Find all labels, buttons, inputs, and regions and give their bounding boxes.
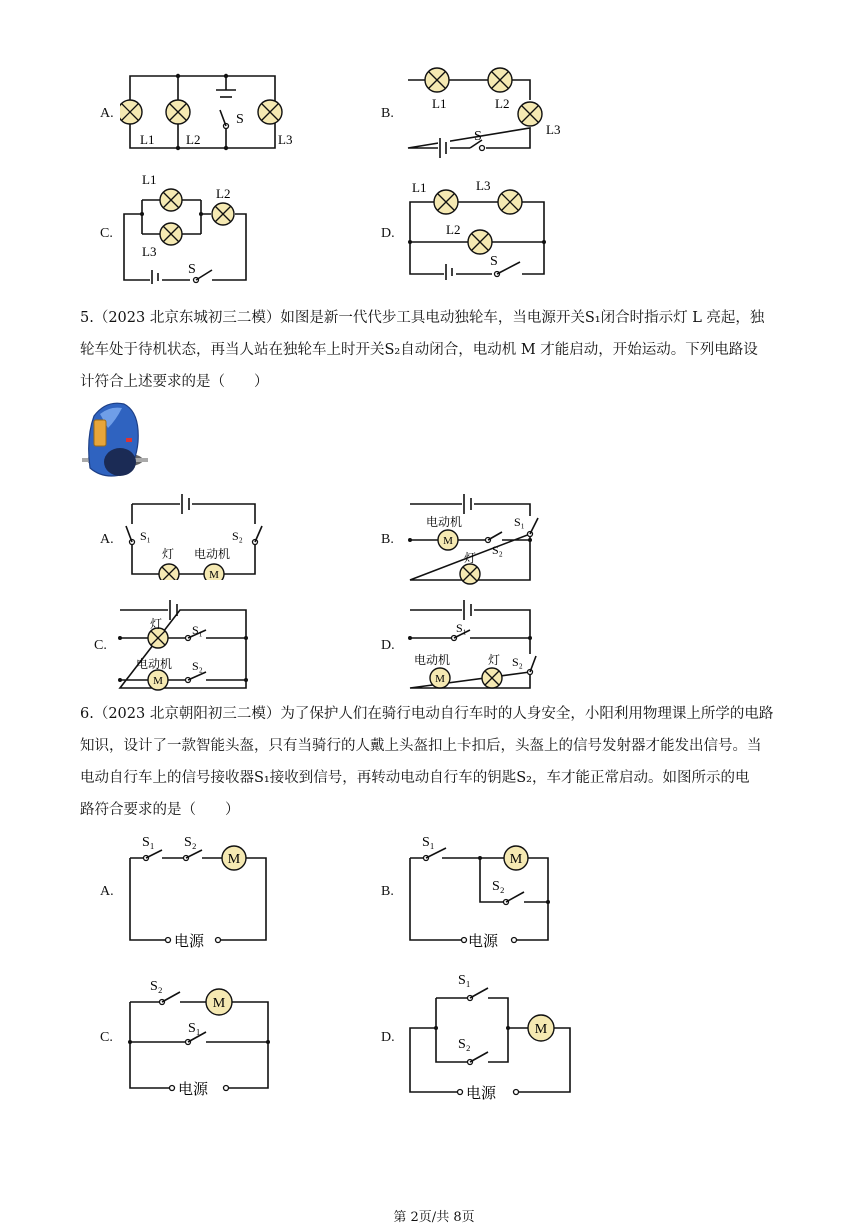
q5-circuit-b	[404, 490, 544, 588]
label-power-source: 电源	[468, 932, 499, 950]
q5-circuit-a	[122, 490, 267, 580]
motor-m-symbol: M	[212, 996, 226, 1011]
q6-option-c-label: C.	[100, 1030, 113, 1045]
motor-m-symbol: M	[209, 569, 219, 580]
label-s2: S₂	[192, 659, 203, 673]
label-power-source: 电源	[174, 932, 205, 950]
label-s1: S₁	[192, 623, 203, 637]
motor-m-symbol: M	[443, 535, 453, 547]
bulb-l2-symbol	[166, 100, 190, 124]
label-l1: L1	[412, 180, 427, 195]
q6-line-4: 路符合要求的是（ ）	[80, 802, 240, 818]
label-s1: S₁	[188, 1021, 201, 1036]
label-lamp: 灯	[464, 551, 477, 565]
label-s2: S₂	[150, 979, 163, 994]
q4-circuit-d	[404, 172, 554, 280]
motor-m-symbol: M	[534, 1022, 548, 1037]
bulb-l1-symbol	[120, 100, 142, 124]
question-5	[80, 302, 800, 398]
question-6	[80, 698, 800, 826]
label-l3: L3	[142, 244, 157, 259]
label-s: S	[236, 112, 244, 127]
label-s2: S₂	[458, 1037, 471, 1052]
label-s1: S₁	[514, 515, 525, 529]
label-l3: L3	[546, 122, 561, 137]
label-s: S	[474, 129, 482, 144]
q5-option-b-label: B.	[381, 532, 394, 547]
q6-option-a-label: A.	[100, 884, 114, 899]
label-lamp: 灯	[162, 547, 175, 561]
label-l2: L2	[495, 96, 510, 111]
q5-line-3: 计符合上述要求的是（ ）	[80, 374, 269, 390]
label-l3: L3	[476, 178, 491, 193]
q4-option-c-label: C.	[100, 226, 113, 241]
label-l2: L2	[446, 222, 461, 237]
q5-option-c-label: C.	[94, 638, 107, 653]
q6-circuit-d	[404, 962, 579, 1104]
label-motor: 电动机	[136, 657, 173, 671]
label-l3: L3	[278, 132, 293, 147]
label-motor: 电动机	[426, 515, 463, 529]
label-s1: S₁	[142, 835, 155, 850]
q5-option-d-label: D.	[381, 638, 395, 653]
motor-m-symbol: M	[435, 673, 445, 685]
label-s1: S₁	[140, 529, 151, 543]
q6-line-3: 电动自行车上的信号接收器S₁接收到信号，再转动电动自行车的钥匙S₂，车才能正常启动。如图所示的电	[80, 770, 750, 786]
label-s1: S₁	[456, 621, 467, 635]
motor-m-symbol: M	[153, 675, 163, 687]
label-s1: S₁	[458, 973, 471, 988]
q4-option-d-label: D.	[381, 226, 395, 241]
label-s2: S₂	[492, 543, 503, 557]
q6-option-b-label: B.	[381, 884, 394, 899]
q6-circuit-a	[124, 828, 274, 954]
q4-option-b-label: B.	[381, 106, 394, 121]
q6-circuit-c	[124, 972, 274, 1098]
label-l1: L1	[142, 172, 157, 187]
q5-circuit-c	[116, 598, 256, 694]
q6-line-1: 6.（2023 北京朝阳初三二模）为了保护人们在骑行电动自行车时的人身安全，小阳利用物理课上所学的电路	[80, 706, 774, 722]
page-footer: 第 2页/共 8页	[393, 1210, 475, 1225]
label-s1: S₁	[422, 835, 435, 850]
label-lamp: 灯	[488, 653, 501, 667]
label-power-source: 电源	[466, 1084, 497, 1102]
unicycle-image	[80, 398, 150, 480]
q6-line-2: 知识，设计了一款智能头盔，只有当骑行的人戴上头盔扣上卡扣后，头盔上的信号发射器才能发出信号。当	[80, 738, 762, 754]
label-motor: 电动机	[414, 653, 451, 667]
q4-circuit-c	[116, 170, 256, 285]
q5-circuit-d	[404, 598, 544, 694]
label-s2: S₂	[512, 655, 523, 669]
bulb-l3-symbol	[258, 100, 282, 124]
label-s2: S₂	[232, 529, 243, 543]
label-s: S	[188, 262, 196, 277]
q5-line-1: 5.（2023 北京东城初三二模）如图是新一代代步工具电动独轮车，当电源开关S₁闭合时指示灯 L 亮起，独	[80, 310, 765, 326]
label-power-source: 电源	[178, 1080, 209, 1098]
label-s2: S₂	[492, 879, 505, 894]
q5-line-2: 轮车处于待机状态，再当人站在独轮车上时开关S₂自动闭合，电动机 M 才能启动，开始运动。下列电路设	[80, 342, 758, 358]
q5-option-a-label: A.	[100, 532, 114, 547]
switch-s-blade	[220, 110, 226, 126]
q6-circuit-b	[404, 828, 564, 954]
q6-option-d-label: D.	[381, 1030, 395, 1045]
q4-option-a-label: A.	[100, 106, 114, 121]
label-l2: L2	[216, 186, 231, 201]
label-motor: 电动机	[194, 547, 231, 561]
motor-m-symbol: M	[509, 852, 523, 867]
label-l1: L1	[140, 132, 155, 147]
motor-m-symbol: M	[227, 852, 241, 867]
q4-circuit-a	[120, 68, 320, 158]
label-s: S	[490, 254, 498, 269]
label-l2: L2	[186, 132, 201, 147]
label-l1: L1	[432, 96, 447, 111]
label-s2: S₂	[184, 835, 197, 850]
label-lamp: 灯	[150, 617, 163, 631]
q4-circuit-b	[400, 60, 580, 162]
